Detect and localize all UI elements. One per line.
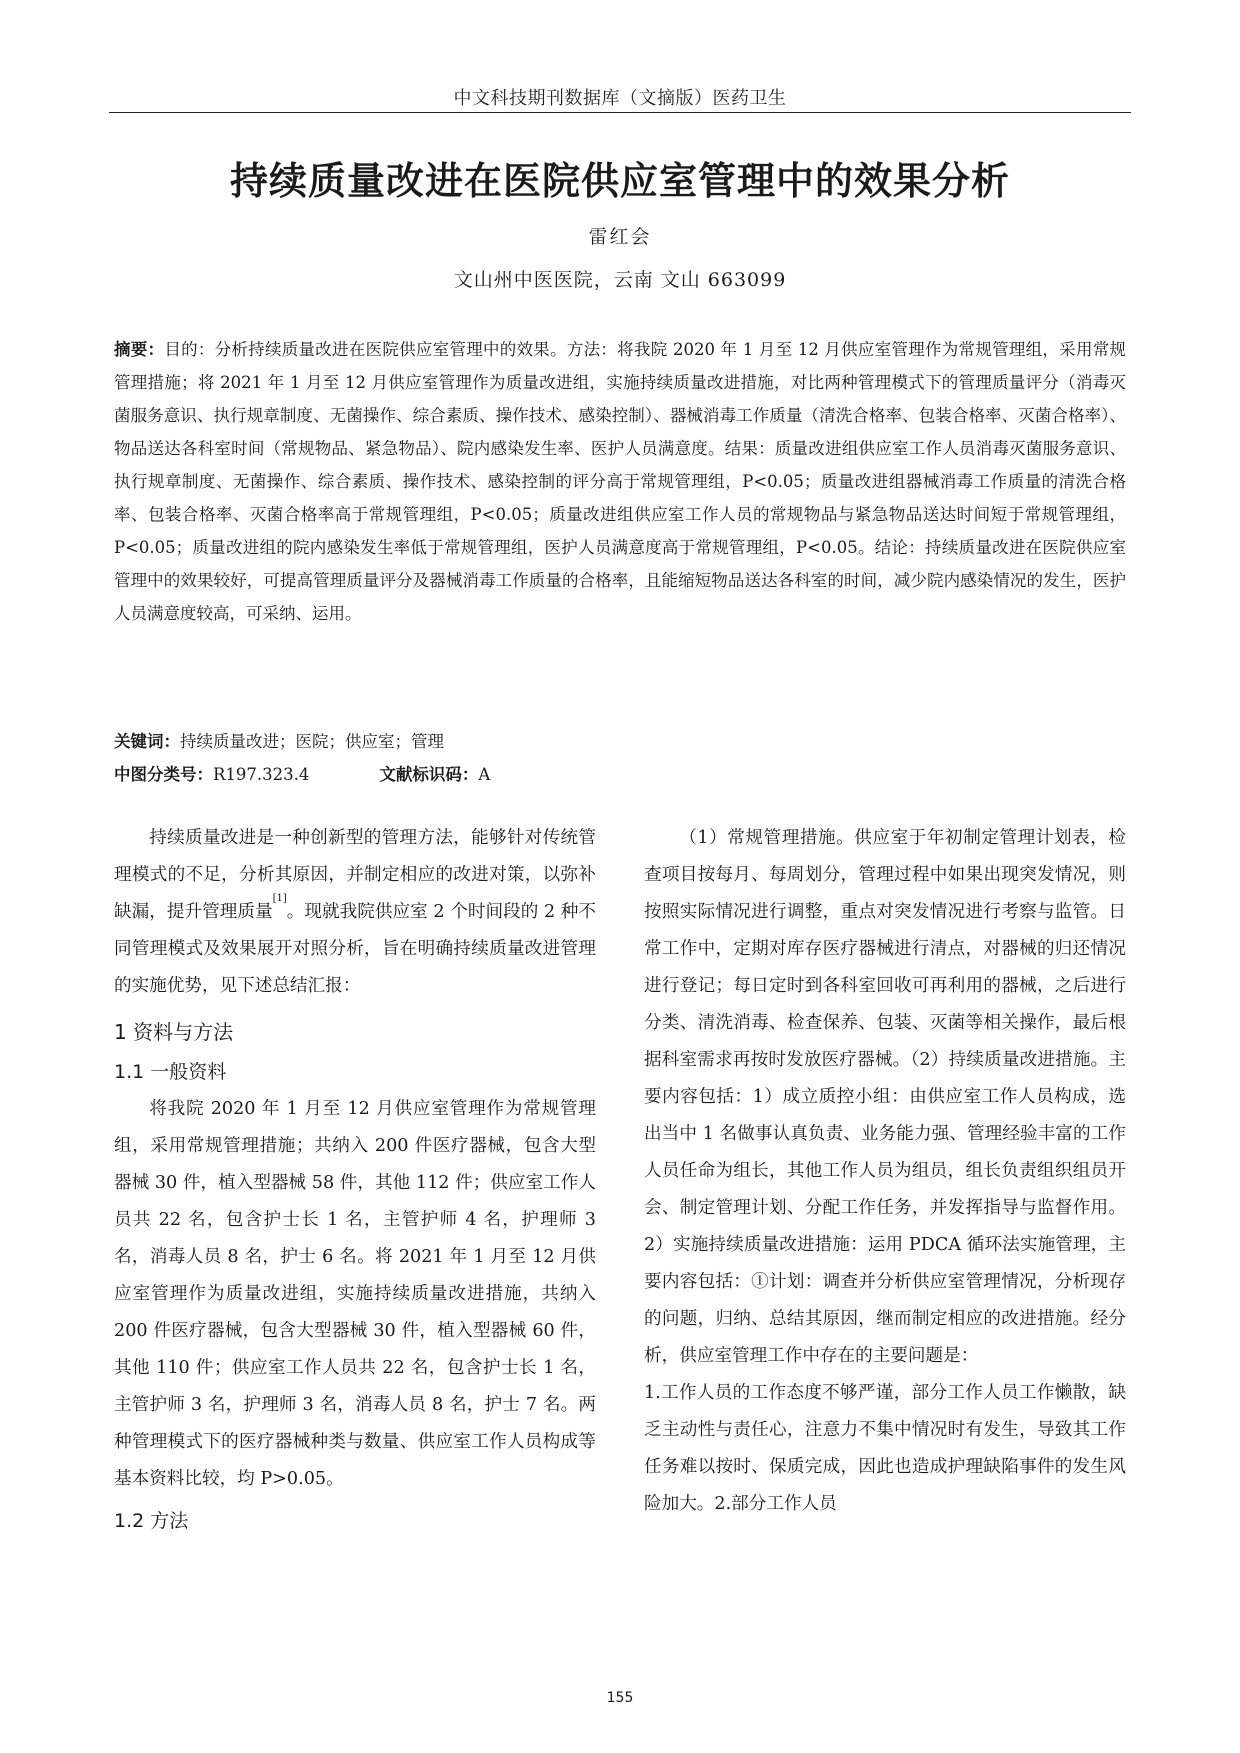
- abstract: [114, 333, 1126, 630]
- intro-text-b: 。现就我院供应室 2 个时间段的 2 种不同管理模式及效果展开对照分析，旨在明确持续质量改进管理的实施优势，见下述总结汇报：: [114, 902, 596, 996]
- keywords: [114, 725, 1126, 758]
- classification: [114, 758, 1126, 791]
- author-name: 雷红会: [588, 226, 652, 248]
- abstract-label: 摘要：: [114, 340, 165, 359]
- left-column: [114, 820, 596, 1540]
- general-data-paragraph: 将我院 2020 年 1 月至 12 月供应室管理作为常规管理组，采用常规管理措施；共纳入 200 件医疗器械，包含大型器械 30 件，植入型器械 58 件，其他 112 件；供应室工作人员共 22 名，包含护士长 1 名，主管护师 4 名，护理师 3 名，消毒人员 8 名，护士 6 名。将 2021 年 1 月至 12 月供应室管理作为质量改进组，实施持续质量改进措施，共纳入 200 件医疗器械，包含大型器械 30 件，植入型器械 60 件，其他 110 件；供应室工作人员共 22 名，包含护士长 1 名，主管护师 3 名，护理师 3 名，消毒人员 8 名，护士 7 名。两种管理模式下的医疗器械种类与数量、供应室工作人员构成等基本资料比较，均 P>0.05。: [114, 1099, 596, 1489]
- abstract-text: 目的：分析持续质量改进在医院供应室管理中的效果。方法：将我院 2020 年 1 月至 12 月供应室管理作为常规管理组，采用常规管理措施；将 2021 年 1 月至 12 月供应室管理作为质量改进组，实施持续质量改进措施，对比两种管理模式下的管理质量评分（消毒灭菌服务意识、执行规章制度、无菌操作、综合素质、操作技术、感染控制）、器械消毒工作质量（清洗合格率、包装合格率、灭菌合格率）、物品送达各科室时间（常规物品、紧急物品）、院内感染发生率、医护人员满意度。结果：质量改进组供应室工作人员消毒灭菌服务意识、执行规章制度、无菌操作、综合素质、操作技术、感染控制的评分高于常规管理组，P<0.05；质量改进组器械消毒工作质量的清洗合格率、包装合格率、灭菌合格率高于常规管理组，P<0.05；质量改进组供应室工作人员的常规物品与紧急物品送达时间短于常规管理组，P<0.05；质量改进组的院内感染发生率低于常规管理组，医护人员满意度高于常规管理组，P<0.05。结论：持续质量改进在医院供应室管理中的效果较好，可提高管理质量评分及器械消毒工作质量的合格率，且能缩短物品送达各科室的时间，减少院内感染情况的发生，医护人员满意度较高，可采纳、运用。: [114, 340, 1126, 623]
- citation-ref: [1]: [272, 893, 287, 904]
- keywords-label: 关键词：: [114, 732, 180, 751]
- intro-text-a: 持续质量改进是一种创新型的管理方法，能够针对传统管理模式的不足，分析其原因，并制定相应的改进对策，以弥补缺漏，提升管理质量: [114, 828, 596, 922]
- methods-paragraph: （1）常规管理措施。供应室于年初制定管理计划表，检查项目按每月、每周划分，管理过程中如果出现突发情况，则按照实际情况进行调整，重点对突发情况进行考察与监管。日常工作中，定期对库存医疗器械进行清点，对器械的归还情况进行登记；每日定时到各科室回收可再利用的器械，之后进行分类、清洗消毒、检查保养、包装、灭菌等相关操作，最后根据科室需求再按时发放医疗器械。（2）持续质量改进措施。主要内容包括：1）成立质控小组：由供应室工作人员构成，选出当中 1 名做事认真负责、业务能力强、管理经验丰富的工作人员任命为组长，其他工作人员为组员，组长负责组织组员开会、制定管理计划、分配工作任务，并发挥指导与监督作用。2）实施持续质量改进措施：运用 PDCA 循环法实施管理，主要内容包括：①计划：调查并分析供应室管理情况，分析现存的问题，归纳、总结其原因，继而制定相应的改进措施。经分析，供应室管理工作中存在的主要问题是：: [644, 828, 1126, 1366]
- journal-header: 中文科技期刊数据库（文摘版）医药卫生: [453, 88, 787, 109]
- intro-paragraph: [114, 820, 596, 1005]
- author-affiliation: 文山州中医医院，云南 文山 663099: [453, 269, 787, 291]
- doc-code-label: 文献标识码：: [379, 765, 479, 784]
- subsection-heading-methods: 1.2 方法: [114, 1510, 189, 1532]
- right-column: [644, 820, 1126, 1523]
- doc-code-value: A: [478, 765, 491, 784]
- section-heading: 1 资料与方法: [114, 1020, 234, 1044]
- subsection-heading-general: 1.1 一般资料: [114, 1061, 227, 1083]
- classification-label: 中图分类号：: [114, 765, 213, 784]
- problems-paragraph: 1.工作人员的工作态度不够严谨，部分工作人员工作懒散，缺乏主动性与责任心，注意力不集中情况时有发生，导致其工作任务难以按时、保质完成，因此也造成护理缺陷事件的发生风险加大。2.部分工作人员: [644, 1383, 1126, 1514]
- page-number: 155: [606, 1690, 634, 1706]
- classification-value: R197.323.4: [213, 765, 310, 784]
- article-title: 持续质量改进在医院供应室管理中的效果分析: [229, 159, 1010, 203]
- header-rule: [109, 112, 1131, 113]
- keywords-text: 持续质量改进；医院；供应室；管理: [180, 732, 444, 751]
